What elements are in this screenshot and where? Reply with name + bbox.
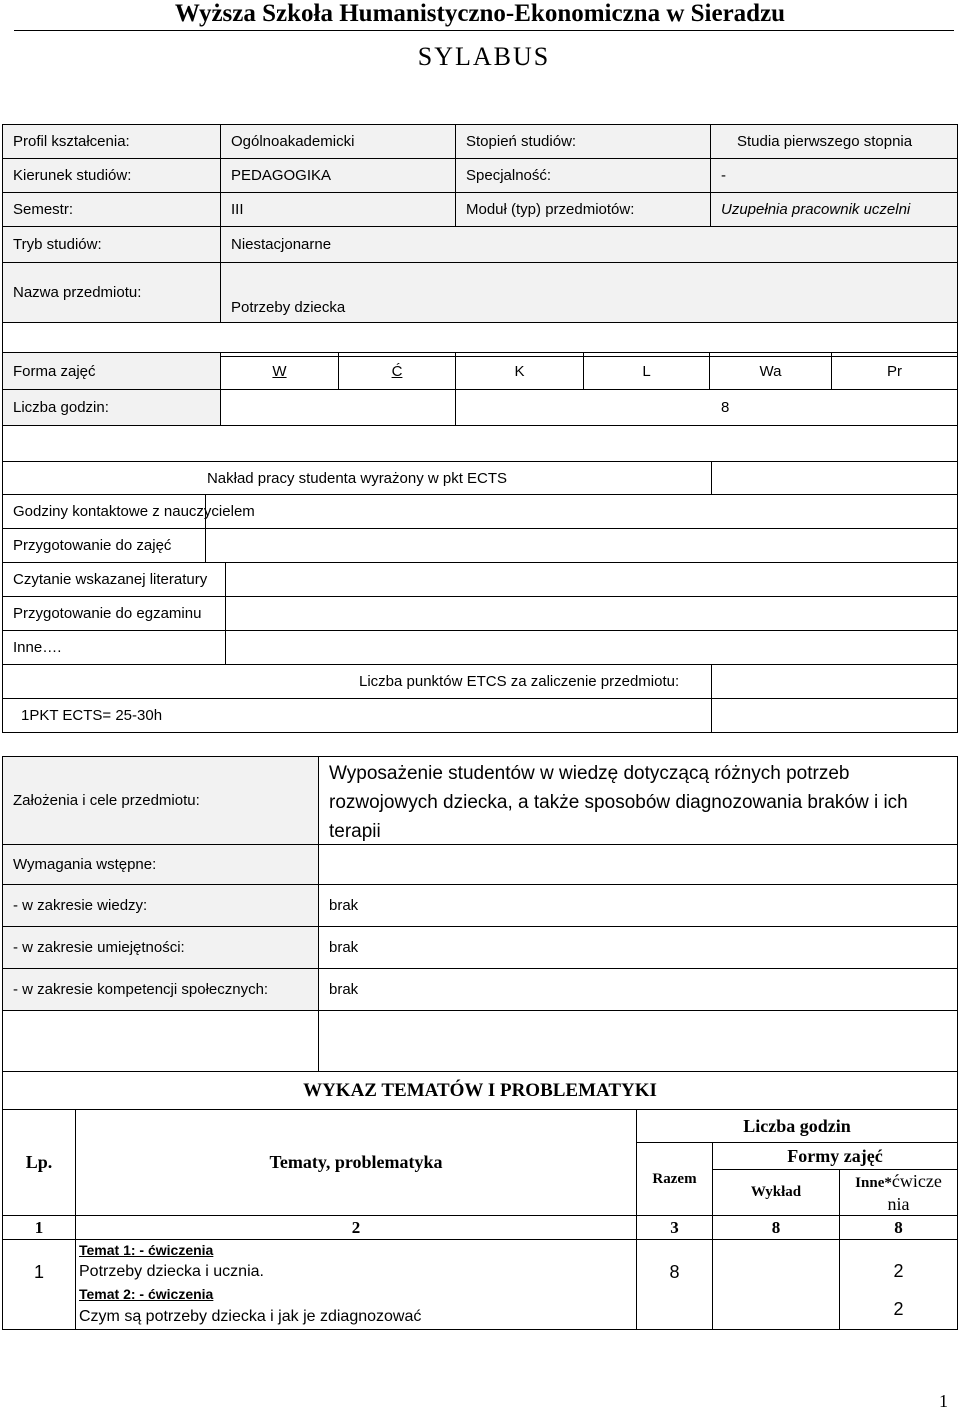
row1-topics — [75, 1239, 637, 1330]
col-other — [839, 1169, 958, 1216]
degree-label: Stopień studiów: — [455, 124, 711, 159]
req-skills-value: brak — [318, 926, 958, 969]
forms-label: Forma zajęć — [2, 352, 221, 390]
ects-note: 1PKT ECTS= 25-30h — [2, 698, 712, 733]
col-hours: Liczba godzin — [636, 1109, 958, 1143]
subject-label: Nazwa przedmiotu: — [2, 262, 221, 323]
num-lecture: 8 — [712, 1215, 840, 1240]
degree-value: Studia pierwszego stopnia — [710, 124, 958, 159]
ects-row-contact-value — [205, 494, 958, 529]
form-w: W — [220, 352, 339, 390]
ects-row-exam-value — [225, 596, 958, 631]
ects-row-reading-value — [225, 562, 958, 597]
req-knowledge-value: brak — [318, 884, 958, 927]
col-total: Razem — [636, 1142, 713, 1216]
num-other: 8 — [839, 1215, 958, 1240]
document-title: SYLABUS — [417, 42, 551, 71]
page-number: 1 — [939, 1391, 948, 1411]
form-c: Ć — [338, 352, 456, 390]
goals-spacer-right — [318, 1010, 958, 1072]
semester-value: III — [220, 192, 456, 227]
col-other-line2: nia — [887, 1193, 910, 1214]
ects-note-value — [711, 698, 958, 733]
req-empty — [318, 844, 958, 885]
ects-points-value — [711, 664, 958, 699]
topic1-title: Potrzeby dziecka i ucznia. — [79, 1263, 264, 1280]
hours-empty — [220, 389, 456, 426]
mode-value: Niestacjonarne — [220, 226, 958, 263]
form-l: L — [583, 352, 710, 390]
module-value: Uzupełnia pracownik uczelni — [710, 192, 958, 227]
ects-row-exam: Przygotowanie do egzaminu — [2, 596, 226, 631]
goals-value: Wyposażenie studentów w wiedzę dotyczącą różnych potrzeb rozwojowych dziecka, a także sposobów diagnozowania braków i ich terapii — [318, 756, 958, 845]
col-forms: Formy zajęć — [712, 1142, 958, 1170]
row1-total: 8 — [636, 1239, 713, 1330]
profile-value: Ogólnoakademicki — [220, 124, 456, 159]
form-wa: Wa — [709, 352, 832, 390]
row1-other — [839, 1239, 958, 1330]
mode-label: Tryb studiów: — [2, 226, 221, 263]
module-label: Moduł (typ) przedmiotów: — [455, 192, 711, 227]
topic2-title: Czym są potrzeby dziecka i jak je zdiagnozować — [79, 1308, 422, 1325]
req-label: Wymagania wstępne: — [2, 844, 319, 885]
num-topics: 2 — [75, 1215, 637, 1240]
ects-row-other: Inne…. — [2, 630, 226, 665]
topic1-heading: Temat 1: - ćwiczenia — [79, 1242, 214, 1258]
ects-row-other-value — [225, 630, 958, 665]
col-other-prefix: Inne* — [855, 1174, 892, 1191]
col-other-line1 — [855, 1171, 942, 1194]
col-other-word: ćwicze — [891, 1170, 942, 1191]
ects-header — [2, 461, 712, 495]
row1-other-1: 2 — [893, 1260, 904, 1281]
row1-lecture — [712, 1239, 840, 1330]
goals-spacer-left — [2, 1010, 319, 1072]
hours-value: 8 — [455, 389, 958, 426]
goals-label: Założenia i cele przedmiotu: — [2, 756, 319, 845]
row1-other-2: 2 — [893, 1299, 904, 1320]
ects-header-right — [711, 461, 958, 495]
ects-points-label: Liczba punktów ETCS za zaliczenie przedmiotu: — [2, 664, 712, 699]
school-name: Wyższa Szkoła Humanistyczno-Ekonomiczna w Sieradzu — [174, 0, 786, 27]
ects-header-text: Nakład pracy studenta wyrażony w pkt ECTS — [206, 469, 508, 487]
spec-label: Specjalność: — [455, 158, 711, 193]
ects-row-prep-value — [205, 528, 958, 563]
subject-value: Potrzeby dziecka — [220, 262, 958, 323]
spec-value: - — [710, 158, 958, 193]
forms-spacer — [2, 425, 958, 462]
field-value: PEDAGOGIKA — [220, 158, 456, 193]
col-lp: Lp. — [2, 1109, 76, 1216]
ects-row-reading: Czytanie wskazanej literatury — [2, 562, 226, 597]
form-pr: Pr — [831, 352, 958, 390]
topic2-heading: Temat 2: - ćwiczenia — [79, 1286, 214, 1302]
num-total: 3 — [636, 1215, 713, 1240]
req-social-value: brak — [318, 968, 958, 1011]
header-rule — [14, 30, 954, 31]
req-skills-label: - w zakresie umiejętności: — [2, 926, 319, 969]
hours-label: Liczba godzin: — [2, 389, 221, 426]
ects-row-prep: Przygotowanie do zajęć — [2, 528, 206, 563]
col-topics: Tematy, problematyka — [75, 1109, 637, 1216]
topics-title: WYKAZ TEMATÓW I PROBLEMATYKI — [2, 1071, 958, 1110]
field-label: Kierunek studiów: — [2, 158, 221, 193]
req-knowledge-label: - w zakresie wiedzy: — [2, 884, 319, 927]
row1-lp: 1 — [2, 1239, 76, 1330]
col-lecture: Wykład — [712, 1169, 840, 1216]
semester-label: Semestr: — [2, 192, 221, 227]
profile-label: Profil kształcenia: — [2, 124, 221, 159]
num-lp: 1 — [2, 1215, 76, 1240]
ects-row-contact: Godziny kontaktowe z nauczycielem — [2, 494, 206, 529]
form-k: K — [455, 352, 584, 390]
req-social-label: - w zakresie kompetencji społecznych: — [2, 968, 319, 1011]
